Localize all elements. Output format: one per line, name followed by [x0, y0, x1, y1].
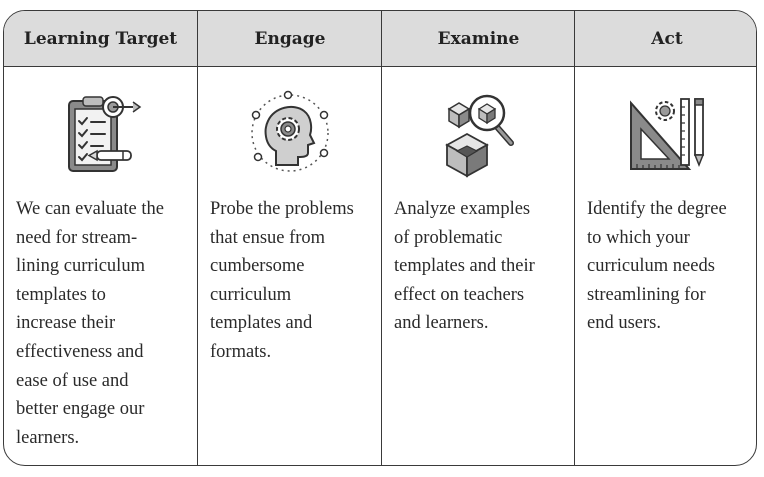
column-text: We can evaluate the need for stream- lining curriculum templates to increase their effectiveness and ease of use and better engage our learners.: [16, 199, 164, 448]
activity-table: [3, 10, 757, 466]
column-act: [574, 11, 757, 465]
cubes-magnifier-icon: [382, 85, 575, 181]
column-header: Examine: [382, 11, 575, 67]
column-engage: [197, 11, 382, 465]
drafting-tools-icon: [575, 85, 757, 181]
column-text: Identify the degree to which your curriculum needs streamlining for end users.: [587, 199, 727, 334]
column-text: Analyze examples of problematic templates and their effect on teachers and learners.: [394, 199, 535, 334]
column-header: Act: [575, 11, 757, 67]
head-gear-icon: [198, 85, 382, 181]
column-header: Engage: [198, 11, 382, 67]
clipboard-target-icon: [4, 85, 197, 181]
column-header: Learning Target: [4, 11, 197, 67]
column-examine: [381, 11, 575, 465]
column-learning-target: [4, 11, 197, 465]
column-text: Probe the problems that ensue from cumbersome curriculum templates and formats.: [210, 199, 354, 362]
